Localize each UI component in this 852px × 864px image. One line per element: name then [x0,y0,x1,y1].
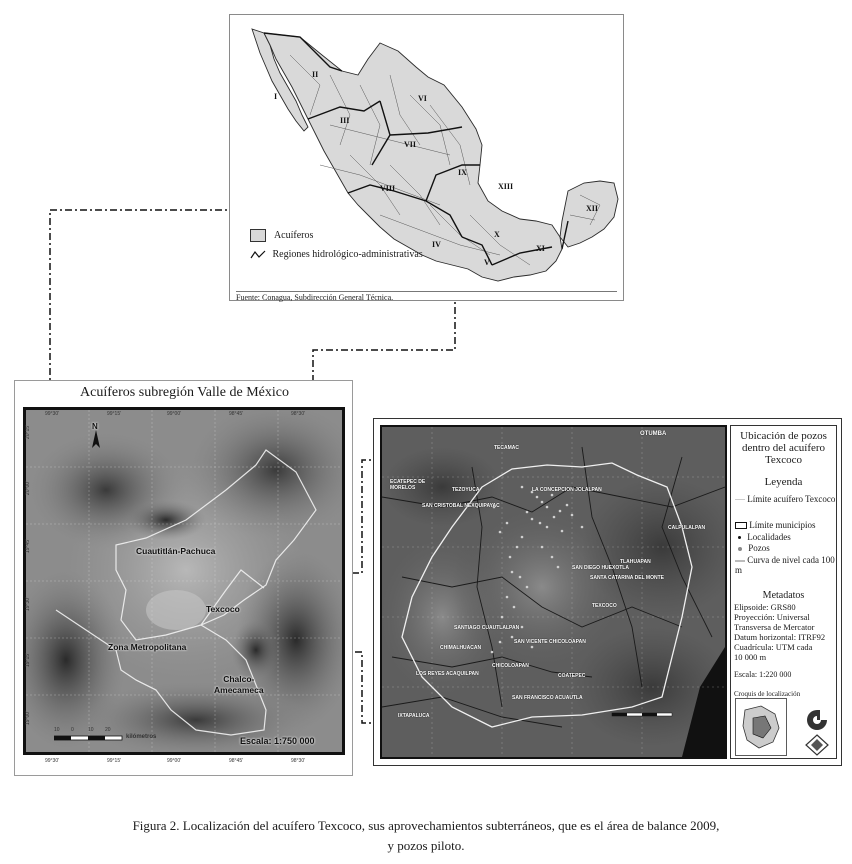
lon-tick-5: 98°30' [291,411,306,417]
svg-text:I: I [274,92,278,101]
svg-text:XII: XII [586,204,599,213]
lon-tick-bottom-1: 99°30' [45,758,60,764]
town-tecamac: TECAMAC [494,445,519,451]
north-arrow-label: N [92,422,98,431]
pozos-scale: Escala: 1:220 000 [734,670,792,679]
lon-tick-bottom-3: 99°00' [167,758,182,764]
town-chicoloapan-sv: SAN VICENTE CHICOLOAPAN [514,639,586,645]
svg-text:III: III [340,116,350,125]
legend-title: Leyenda [764,476,803,488]
metadata-line-1: Elipsoide: GRS80 [734,602,796,612]
town-otumba: OTUMBA [640,431,667,437]
town-nexquipayac: SAN CRISTOBAL NEXQUIPAYAC [422,503,500,509]
town-concepcion: LA CONCEPCION JOLALPAN [532,487,602,493]
lon-tick-2: 99°15' [107,411,122,417]
metadata-line-4: Datum horizontal: ITRF92 [734,632,826,642]
lon-tick-1: 99°30' [45,411,60,417]
town-tlahuapan: TLAHUAPAN [620,559,651,565]
town-tezoyuca: TEZOYUCA [452,487,480,493]
institution-logo-icon [805,708,829,732]
town-calpulalpan: CALPULALPAN [668,525,706,531]
mexico-map-panel [229,14,624,301]
legend-label-curva: Curva de nivel cada 100 m [735,555,835,575]
lat-tick-4: 19°30' [25,597,31,612]
caption-line-1: Figura 2. Localización del acuífero Texcoco, sus aprovechamientos subterráneos, que es el área de balance 2009, [132,818,720,833]
locator-label: Croquis de localización [734,690,801,698]
valle-relief-map [23,407,345,755]
mainland-shape [264,33,562,281]
pozos-legend-column [730,425,837,759]
label-cuautitlan-pachuca: Cuautitlán-Pachuca [136,546,216,556]
svg-text:IV: IV [432,240,441,249]
legend-label-acuifero: Límite acuífero Texcoco [747,494,836,504]
pozos-satellite-map [380,425,727,759]
lon-tick-bottom-2: 99°15' [107,758,122,764]
town-cuautlalpan: SANTIAGO CUAUTLALPAN [454,625,520,631]
legend-label-localidades: Localidades [747,532,791,542]
yucatan-shape [560,181,618,247]
town-reyes: LOS REYES ACAQUILPAN [416,671,479,677]
scale-tick-2: 0 [71,727,74,733]
lon-tick-3: 99°00' [167,411,182,417]
metadata-line-3: Transversa de Mercator [734,622,815,632]
region-boundary-legend-icon [250,250,266,260]
town-chicoloapan: CHICOLOAPAN [492,663,529,669]
valle-scale-text: Escala: 1:750 000 [240,736,315,746]
town-ecatepec: ECATEPEC DE MORELOS [390,479,426,491]
legend-label-municipios: Límite municipios [749,520,816,530]
svg-text:X: X [494,230,500,239]
region-legend-label: Regiones hidrológico-administrativas [272,249,423,260]
north-arrow-icon [90,430,102,452]
label-texcoco: Texcoco [206,604,240,614]
lat-tick-5: 19°15' [25,653,31,668]
scale-bar [54,734,124,742]
legend-item-localidades [735,532,791,542]
locator-map-icon [735,698,787,756]
town-texcoco: TEXCOCO [592,603,617,609]
svg-text:IX: IX [458,168,467,177]
metadata-line-2: Proyección: Universal [734,612,810,622]
metadata-line-5: Cuadrícula: UTM cada [734,642,813,652]
metadata-title: Metadatos [762,590,805,601]
legend-item-curva [735,555,835,575]
valle-map-title: Acuíferos subregión Valle de México [80,385,289,400]
aquifer-legend-swatch [250,229,266,242]
label-zona-metropolitana: Zona Metropolitana [108,642,187,652]
lat-tick-2: 20°00' [25,481,31,496]
pozos-texcoco-panel [373,418,842,766]
label-chalco-amecameca: Chalco- Amecameca [214,674,264,695]
scale-tick-4: 20 [105,727,111,733]
town-santa-catarina: SANTA CATARINA DEL MONTE [590,575,664,581]
metadata-line-6: 10 000 m [734,652,767,662]
svg-text:XIII: XIII [498,182,514,191]
lat-tick-3: 19°45' [25,539,31,554]
svg-text:II: II [312,70,319,79]
svg-text:XI: XI [536,244,545,253]
town-chimalhuacan: CHIMALHUACAN [440,645,482,651]
svg-text:VI: VI [418,94,427,103]
lat-tick-1: 20°15' [25,425,31,440]
mexico-map-source: Fuente: Conagua, Subdirección General Técnica. [236,291,617,302]
agency-logo-icon [805,734,829,756]
legend-label-pozos: Pozos [748,543,770,553]
scale-tick-3: 10 [88,727,94,733]
legend-item-municipios [735,520,816,530]
legend-item-acuifero [735,494,835,504]
aquifer-legend-label: Acuíferos [273,229,314,241]
town-coatepec: COATEPEC [558,673,586,679]
town-ixtapaluca: IXTAPALUCA [398,713,430,719]
town-huexotla: SAN DIEGO HUEXOTLA [572,565,629,571]
svg-text:VIII: VIII [380,184,396,193]
lat-tick-6: 19°00' [25,711,31,726]
lon-tick-4: 98°45' [229,411,244,417]
svg-text:VII: VII [404,140,417,149]
svg-text:V: V [484,258,490,267]
valle-mexico-panel [14,380,353,776]
town-acuautla: SAN FRANCISCO ACUAUTLA [512,695,583,701]
figure-caption [0,816,852,856]
caption-line-2: y pozos piloto. [387,838,465,853]
scale-tick-1: 10 [54,727,60,733]
lon-tick-bottom-5: 98°30' [291,758,306,764]
lon-tick-bottom-4: 98°45' [229,758,244,764]
scale-unit: kilómetros [126,734,157,740]
pozos-map-title: Ubicación de pozos dentro del acuífero Texcoco [740,430,827,466]
legend-item-pozos [735,543,770,553]
